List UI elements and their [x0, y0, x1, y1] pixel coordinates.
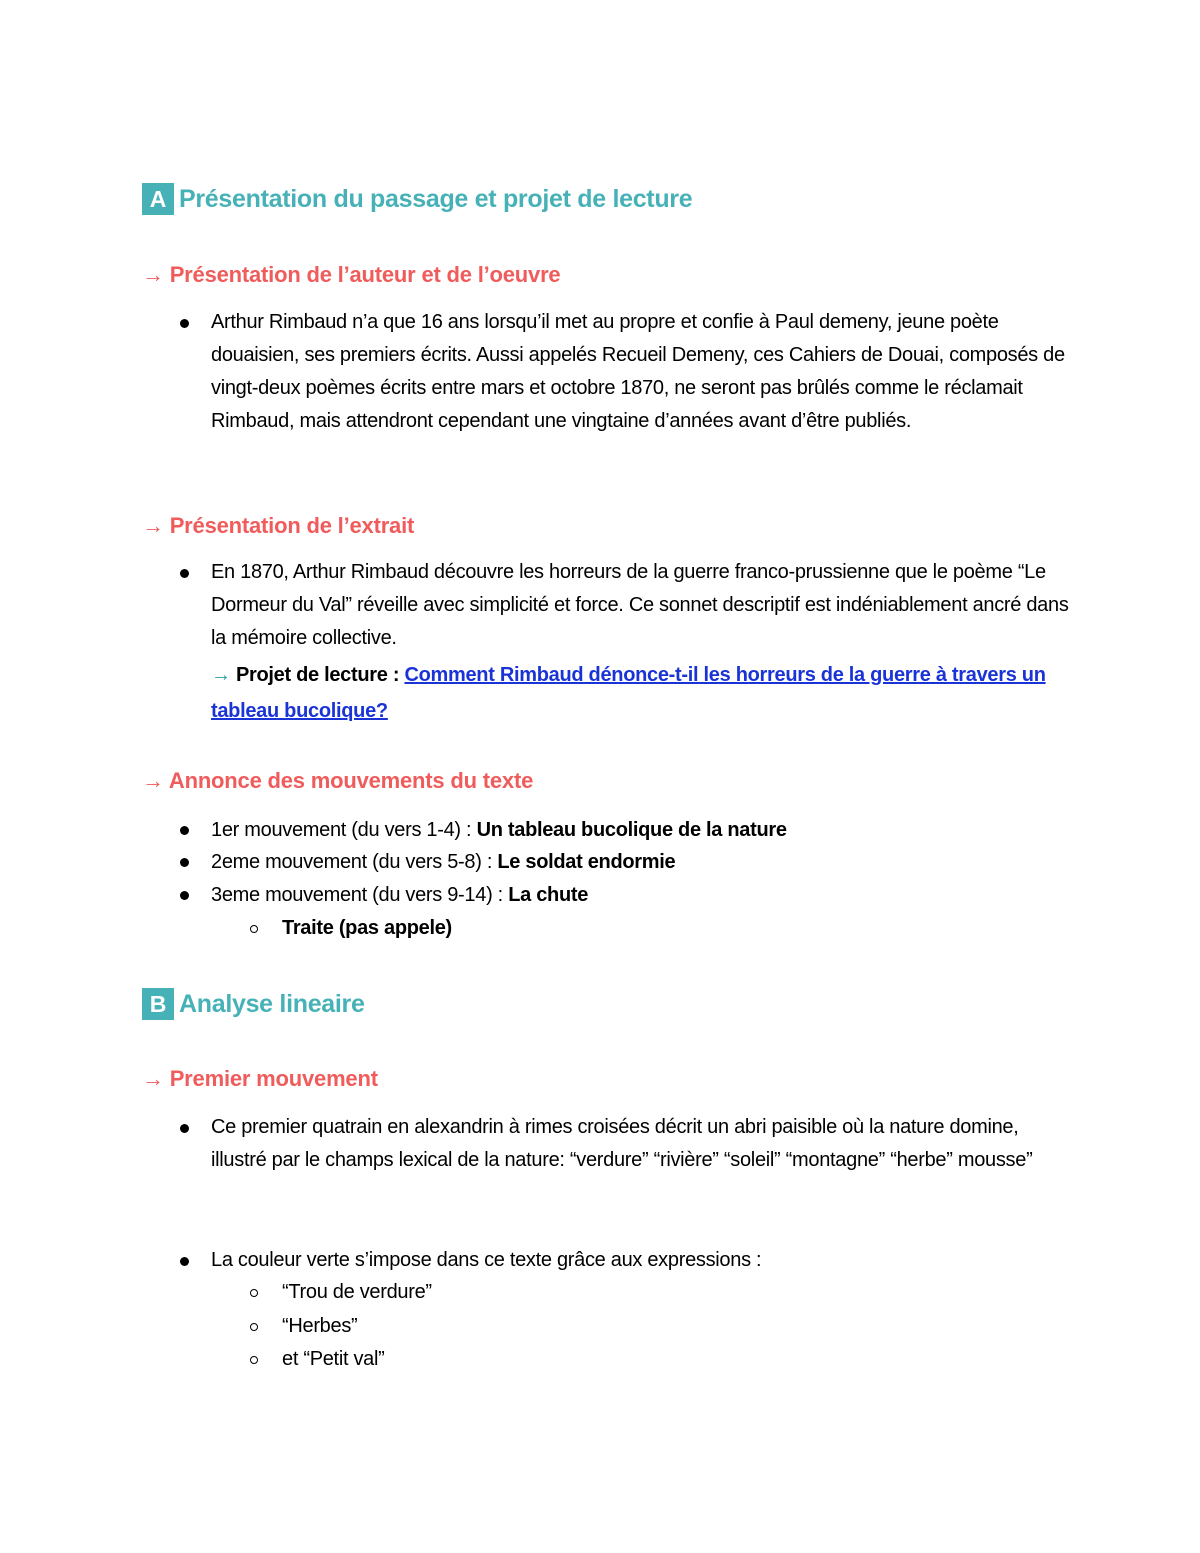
bullet-icon	[180, 858, 189, 867]
circle-bullet-icon	[250, 1323, 258, 1331]
bullet-icon	[180, 891, 189, 900]
projet-de-lecture	[211, 657, 1071, 729]
list-item-mouvement-3	[211, 881, 588, 909]
section-b-heading	[142, 988, 365, 1020]
subheading-mouvements: → Annonce des mouvements du texte	[142, 768, 534, 793]
section-a-badge: A	[142, 183, 174, 215]
arrow-icon: →	[211, 664, 231, 686]
section-a-heading	[142, 183, 692, 215]
circle-bullet-icon	[250, 1289, 258, 1297]
paragraph-auteur: Arthur Rimbaud n’a que 16 ans lorsqu’il met au propre et confie à Paul demeny, jeune poète douaisien, ses premiers écrits. Aussi appelés Recueil Demeny, ces Cahiers de Douai, composés de vingt-deux poèmes écrits entre mars et octobre 1870, ne seront pas brûlés comme le réclamait Rimbaud, mais attendront cependant une vingtaine d’années avant d’être publiés.	[211, 311, 1065, 432]
circle-bullet-icon	[250, 1356, 258, 1364]
list-subitem-expression-2: “Herbes”	[282, 1315, 358, 1337]
mouvement-1-range: 1er mouvement (du vers 1-4) :	[211, 819, 477, 841]
projet-question-link[interactable]: Comment Rimbaud dénonce-t-il les horreurs de la guerre à travers un tableau bucolique?	[211, 664, 1046, 722]
list-subitem-expression-1: “Trou de verdure”	[282, 1281, 432, 1303]
list-subitem-traite: Traite (pas appele)	[282, 917, 452, 939]
section-a-title: Présentation du passage et projet de lecture	[179, 184, 693, 213]
circle-bullet-icon	[250, 925, 258, 933]
section-b-title: Analyse lineaire	[179, 989, 365, 1018]
list-subitem-expression-3: et “Petit val”	[282, 1348, 385, 1370]
bullet-icon	[180, 569, 189, 578]
bullet-icon	[180, 826, 189, 835]
subheading-extrait: → Présentation de l’extrait	[142, 513, 415, 538]
bullet-icon	[180, 1257, 189, 1266]
subheading-premier-mouvement: → Premier mouvement	[142, 1066, 378, 1091]
section-b-badge: B	[142, 988, 174, 1020]
mouvement-1-title: Un tableau bucolique de la nature	[476, 819, 787, 841]
bullet-icon	[180, 319, 189, 328]
mouvement-2-range: 2eme mouvement (du vers 5-8) :	[211, 851, 498, 873]
projet-label: Projet de lecture :	[230, 664, 405, 686]
bullet-icon	[180, 1124, 189, 1133]
mouvement-3-range: 3eme mouvement (du vers 9-14) :	[211, 884, 509, 906]
mouvement-3-title: La chute	[508, 884, 589, 906]
mouvement-2-title: Le soldat endormie	[497, 851, 676, 873]
paragraph-premier-quatrain: Ce premier quatrain en alexandrin à rimes croisées décrit un abri paisible où la nature domine, illustré par le champs lexical de la nature: “verdure” “rivière” “soleil” “montagne” “herbe” mousse”	[211, 1116, 1033, 1171]
list-item-mouvement-1	[211, 816, 787, 844]
list-item-mouvement-2	[211, 848, 675, 876]
paragraph-extrait: En 1870, Arthur Rimbaud découvre les horreurs de la guerre franco-prussienne que le poème “Le Dormeur du Val” réveille avec simplicité et force. Ce sonnet descriptif est indéniablement ancré dans la mémoire collective.	[211, 561, 1069, 649]
subheading-auteur-oeuvre: → Présentation de l’auteur et de l’oeuvre	[142, 262, 561, 287]
paragraph-couleur-verte: La couleur verte s’impose dans ce texte grâce aux expressions :	[211, 1249, 762, 1271]
